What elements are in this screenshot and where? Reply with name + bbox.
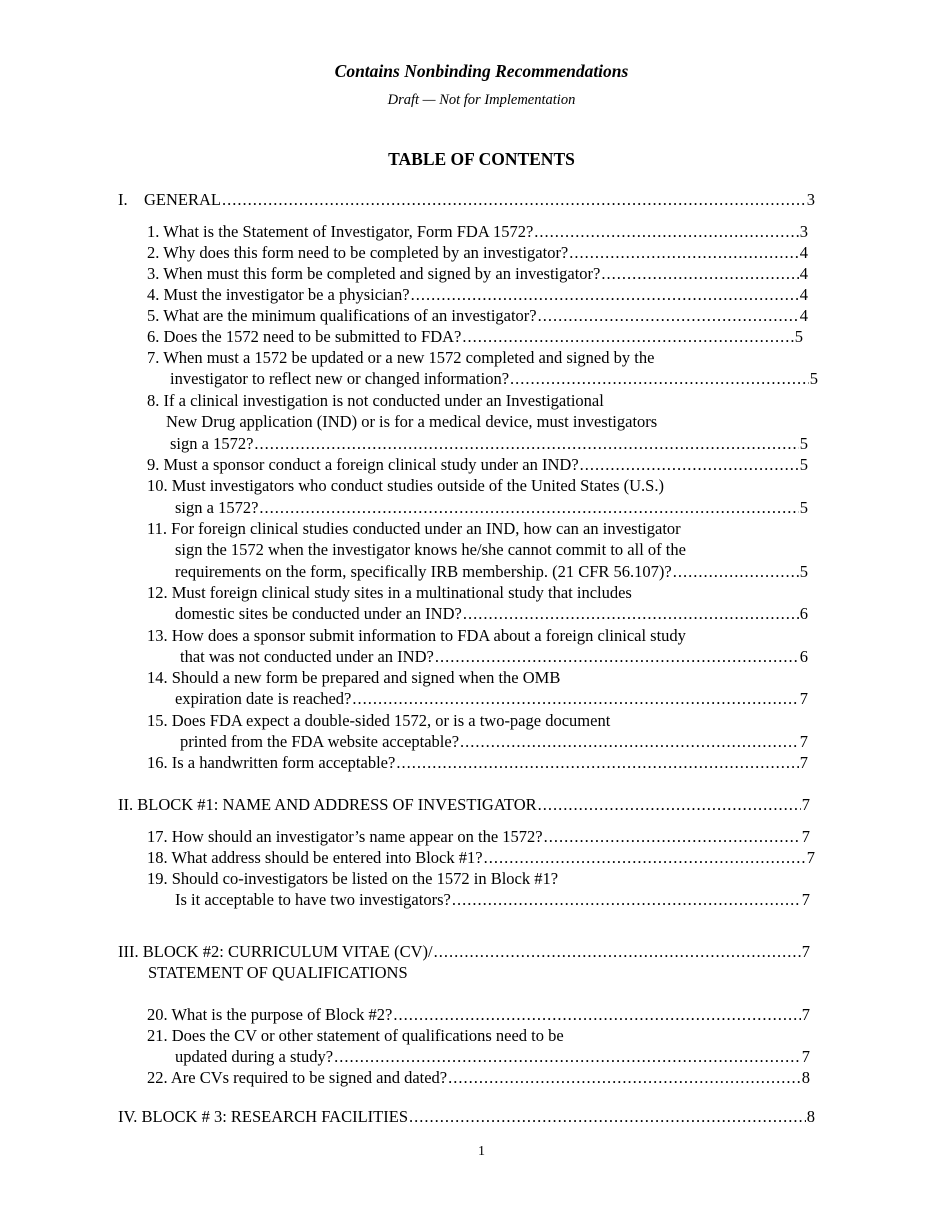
dot-leader <box>452 889 801 910</box>
toc-item-q20[interactable] <box>147 1004 810 1025</box>
item-text: 1. What is the Statement of Investigator, Form FDA 1572? <box>147 222 534 241</box>
page-ref: 5 <box>799 562 808 581</box>
toc-item-q5[interactable] <box>147 305 808 326</box>
page-ref: 5 <box>799 498 808 517</box>
item-text: sign a 1572? <box>175 498 259 517</box>
page-ref: 5 <box>794 327 803 346</box>
toc-item-q12[interactable] <box>175 603 808 624</box>
toc-item-q17[interactable] <box>147 826 810 847</box>
page-ref: 5 <box>799 455 808 474</box>
toc-item-q13-line1[interactable]: 13. How does a sponsor submit information to FDA about a foreign clinical study <box>147 626 686 645</box>
item-text: expiration date is reached? <box>175 689 352 708</box>
toc-item-q15-line1[interactable]: 15. Does FDA expect a double-sided 1572, or is a two-page document <box>147 711 611 730</box>
toc-item-q11-line1[interactable]: 11. For foreign clinical studies conducted under an IND, how can an investigator <box>147 519 681 538</box>
dot-leader <box>538 794 801 815</box>
dot-leader <box>484 847 806 868</box>
page-ref: 7 <box>801 795 810 814</box>
toc-item-q10[interactable] <box>175 497 808 518</box>
toc-item-q2[interactable] <box>147 242 808 263</box>
item-text: investigator to reflect new or changed information? <box>170 369 510 388</box>
item-text: that was not conducted under an IND? <box>180 647 434 666</box>
section-title: GENERAL <box>144 190 221 209</box>
dot-leader <box>673 561 799 582</box>
page-ref: 7 <box>801 942 810 961</box>
toc-item-q13[interactable] <box>180 646 808 667</box>
toc-item-q14-line1[interactable]: 14. Should a new form be prepared and signed when the OMB <box>147 668 561 687</box>
item-text: printed from the FDA website acceptable? <box>180 732 460 751</box>
toc-item-q1[interactable] <box>147 221 808 242</box>
dot-leader <box>434 941 801 962</box>
dot-leader <box>448 1067 801 1088</box>
toc-item-q19[interactable] <box>175 889 810 910</box>
toc-section-general[interactable] <box>118 189 815 210</box>
page-ref: 7 <box>801 890 810 909</box>
page-ref: 5 <box>799 434 808 453</box>
item-text: 9. Must a sponsor conduct a foreign clinical study under an IND? <box>147 455 579 474</box>
section-title: III. BLOCK #2: CURRICULUM VITAE (CV)/ <box>118 942 433 961</box>
dot-leader <box>601 263 798 284</box>
dot-leader <box>510 368 809 389</box>
toc-item-q7-line1[interactable]: 7. When must a 1572 be updated or a new 1572 completed and signed by the <box>147 348 655 367</box>
toc-item-q21-line1[interactable]: 21. Does the CV or other statement of qualifications need to be <box>147 1026 564 1045</box>
page-ref: 7 <box>799 753 808 772</box>
page-ref: 7 <box>801 1047 810 1066</box>
page-number: 1 <box>478 1144 485 1159</box>
page-ref: 4 <box>799 306 808 325</box>
item-text: Is it acceptable to have two investigators? <box>175 890 451 909</box>
dot-leader <box>411 284 799 305</box>
page-ref: 4 <box>799 264 808 283</box>
toc-item-q8-line1[interactable]: 8. If a clinical investigation is not conducted under an Investigational <box>147 391 604 410</box>
dot-leader <box>580 454 799 475</box>
dot-leader <box>222 189 806 210</box>
item-text: 2. Why does this form need to be completed by an investigator? <box>147 243 569 262</box>
dot-leader <box>352 688 798 709</box>
item-text: 4. Must the investigator be a physician? <box>147 285 410 304</box>
toc-section-block1[interactable] <box>118 794 810 815</box>
dot-leader <box>538 305 799 326</box>
page-ref: 3 <box>806 190 815 209</box>
toc-item-q14[interactable] <box>175 688 808 709</box>
page-ref: 4 <box>799 243 808 262</box>
page-ref: 7 <box>801 827 810 846</box>
item-text: 20. What is the purpose of Block #2? <box>147 1005 393 1024</box>
dot-leader <box>544 826 801 847</box>
dot-leader <box>463 603 799 624</box>
page-ref: 3 <box>799 222 808 241</box>
page-ref: 7 <box>799 689 808 708</box>
dot-leader <box>393 1004 800 1025</box>
toc-item-q12-line1[interactable]: 12. Must foreign clinical study sites in a multinational study that includes <box>147 583 632 602</box>
toc-item-q16[interactable] <box>147 752 808 773</box>
item-text: 16. Is a handwritten form acceptable? <box>147 753 396 772</box>
section-title: II. BLOCK #1: NAME AND ADDRESS OF INVESTIGATOR <box>118 795 537 814</box>
dot-leader <box>396 752 798 773</box>
page-ref: 5 <box>809 369 818 388</box>
page-ref: 8 <box>806 1107 815 1126</box>
toc-item-q7[interactable] <box>170 368 818 389</box>
dot-leader <box>569 242 798 263</box>
toc-item-q11[interactable] <box>175 561 808 582</box>
toc-item-q11-line2[interactable]: sign the 1572 when the investigator knows he/she cannot commit to all of the <box>175 540 686 559</box>
document-header-title: Contains Nonbinding Recommendations <box>334 61 629 81</box>
toc-item-q8[interactable] <box>170 433 808 454</box>
toc-section-block3[interactable] <box>118 1106 815 1127</box>
toc-item-q21[interactable] <box>175 1046 810 1067</box>
page-ref: 7 <box>806 848 815 867</box>
item-text: 3. When must this form be completed and signed by an investigator? <box>147 264 601 283</box>
toc-item-q3[interactable] <box>147 263 808 284</box>
toc-item-q22[interactable] <box>147 1067 810 1088</box>
toc-item-q18[interactable] <box>147 847 815 868</box>
toc-item-q8-line2[interactable]: New Drug application (IND) or is for a medical device, must investigators <box>166 412 658 431</box>
toc-item-q19-line1[interactable]: 19. Should co-investigators be listed on the 1572 in Block #1? <box>147 869 559 888</box>
dot-leader <box>460 731 799 752</box>
page-ref: 6 <box>799 604 808 623</box>
dot-leader <box>435 646 799 667</box>
dot-leader <box>462 326 793 347</box>
toc-title: TABLE OF CONTENTS <box>388 149 575 169</box>
page-ref: 7 <box>801 1005 810 1024</box>
page-ref: 4 <box>799 285 808 304</box>
item-text: updated during a study? <box>175 1047 334 1066</box>
dot-leader <box>534 221 798 242</box>
item-text: 6. Does the 1572 need to be submitted to FDA? <box>147 327 462 346</box>
item-text: 17. How should an investigator’s name appear on the 1572? <box>147 827 543 846</box>
item-text: 22. Are CVs required to be signed and dated? <box>147 1068 448 1087</box>
item-text: 18. What address should be entered into Block #1? <box>147 848 483 867</box>
dot-leader <box>334 1046 801 1067</box>
dot-leader <box>409 1106 806 1127</box>
document-header-subtitle: Draft — Not for Implementation <box>387 92 576 108</box>
item-text: domestic sites be conducted under an IND? <box>175 604 462 623</box>
section-title: IV. BLOCK # 3: RESEARCH FACILITIES <box>118 1107 408 1126</box>
item-text: sign a 1572? <box>170 434 254 453</box>
section-label: I. <box>118 190 128 209</box>
page-ref: 7 <box>799 732 808 751</box>
item-text: 5. What are the minimum qualifications of an investigator? <box>147 306 537 325</box>
dot-leader <box>259 497 798 518</box>
toc-item-q6[interactable] <box>147 326 803 347</box>
toc-item-q4[interactable] <box>147 284 808 305</box>
toc-item-q10-line1[interactable]: 10. Must investigators who conduct studies outside of the United States (U.S.) <box>147 476 664 495</box>
item-text: requirements on the form, specifically IRB membership. (21 CFR 56.107)? <box>175 562 672 581</box>
dot-leader <box>254 433 798 454</box>
toc-section-block2-title2[interactable]: STATEMENT OF QUALIFICATIONS <box>148 963 408 982</box>
toc-section-block2[interactable] <box>118 941 810 962</box>
toc-item-q9[interactable] <box>147 454 808 475</box>
toc-item-q15[interactable] <box>180 731 808 752</box>
page-ref: 6 <box>799 647 808 666</box>
page-ref: 8 <box>801 1068 810 1087</box>
